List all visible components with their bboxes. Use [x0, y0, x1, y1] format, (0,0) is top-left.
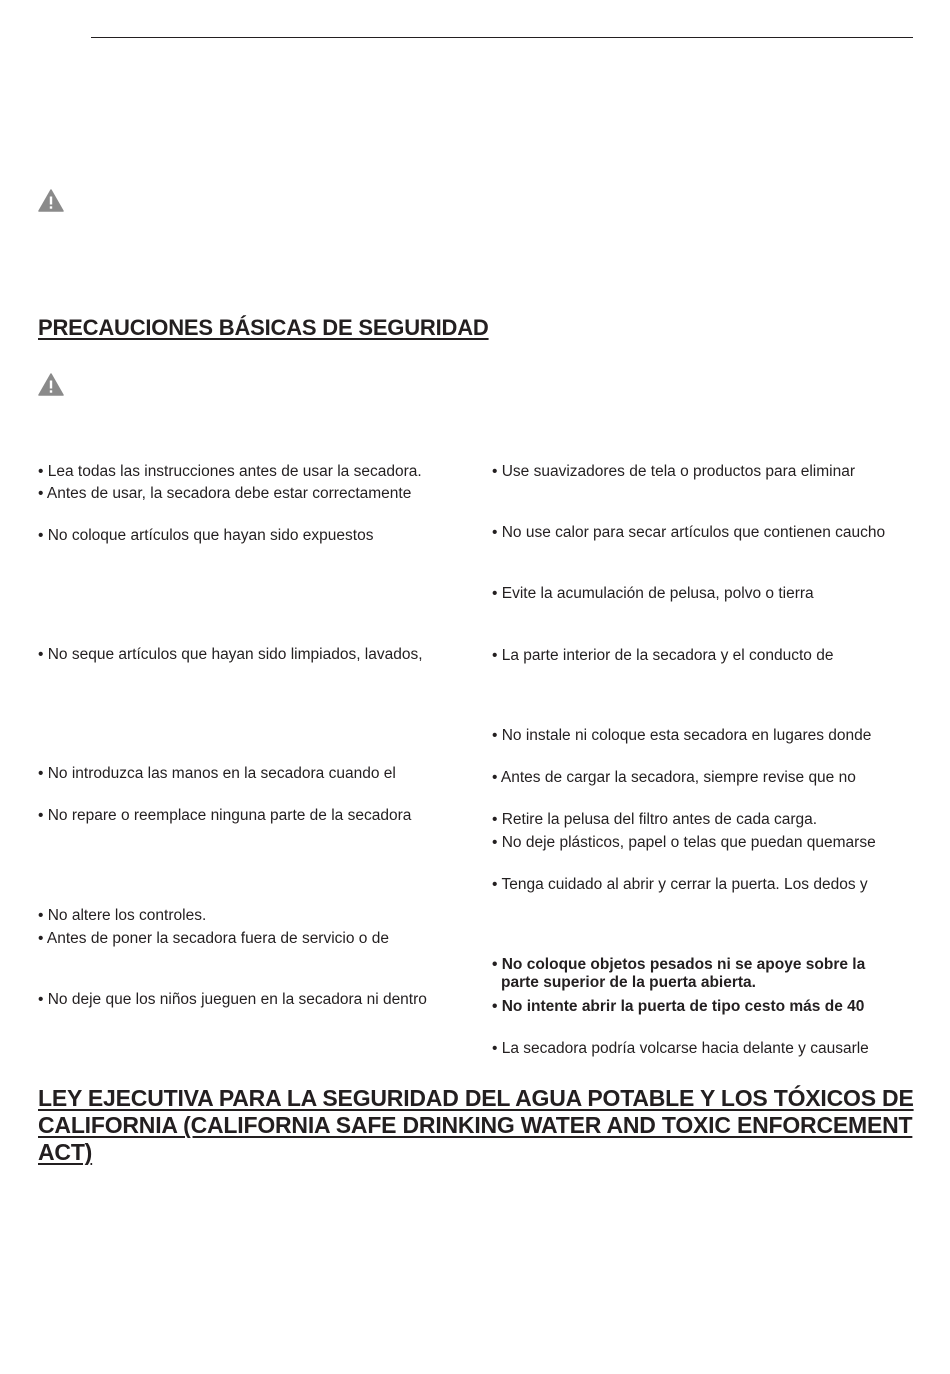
header-rule — [91, 37, 913, 38]
list-item: • La secadora podría volcarse hacia delante y causarle — [492, 1040, 869, 1057]
list-item: • Use suavizadores de tela o productos para eliminar — [492, 463, 855, 480]
basic-safety-heading: PRECAUCIONES BÁSICAS DE SEGURIDAD — [38, 315, 489, 340]
list-item: • Antes de poner la secadora fuera de servicio o de — [38, 930, 389, 947]
list-item: • Tenga cuidado al abrir y cerrar la puerta. Los dedos y — [492, 876, 868, 893]
list-item: • Lea todas las instrucciones antes de usar la secadora. — [38, 463, 422, 480]
california-law-heading: LEY EJECUTIVA PARA LA SEGURIDAD DEL AGUA POTABLE Y LOS TÓXICOS DE CALIFORNIA (CALIFORNIA SAFE DRINKING WATER AND TOXIC ENFORCEMENT ACT) — [38, 1085, 914, 1165]
bold-warning-item-continued — [492, 974, 756, 992]
list-item: • No seque artículos que hayan sido limpiados, lavados, — [38, 646, 423, 663]
list-item: • No deje plásticos, papel o telas que puedan quemarse — [492, 834, 876, 851]
list-item: • Retire la pelusa del filtro antes de cada carga. — [492, 811, 818, 828]
bold-warning-item: • No intente abrir la puerta de tipo cesto más de 40 — [492, 998, 865, 1015]
list-item: • No altere los controles. — [38, 907, 207, 924]
list-item: • No repare o reemplace ninguna parte de la secadora — [38, 807, 412, 824]
list-item: • No introduzca las manos en la secadora cuando el — [38, 765, 396, 782]
bold-warning-text: parte superior de la puerta abierta. — [501, 974, 756, 991]
list-item: • No use calor para secar artículos que contienen caucho — [492, 524, 886, 541]
list-item: • No coloque artículos que hayan sido expuestos — [38, 527, 374, 544]
warning-icon — [38, 189, 64, 212]
warning-icon — [38, 373, 64, 396]
list-item: • Antes de usar, la secadora debe estar correctamente — [38, 485, 412, 502]
list-item: • No instale ni coloque esta secadora en lugares donde — [492, 727, 872, 744]
list-item: • Antes de cargar la secadora, siempre revise que no — [492, 769, 856, 786]
list-item: • No deje que los niños jueguen en la secadora ni dentro — [38, 991, 427, 1008]
bold-warning-item: • No coloque objetos pesados ni se apoye sobre la — [492, 956, 866, 973]
list-item: • Evite la acumulación de pelusa, polvo o tierra — [492, 585, 814, 602]
list-item: • La parte interior de la secadora y el conducto de — [492, 647, 834, 664]
